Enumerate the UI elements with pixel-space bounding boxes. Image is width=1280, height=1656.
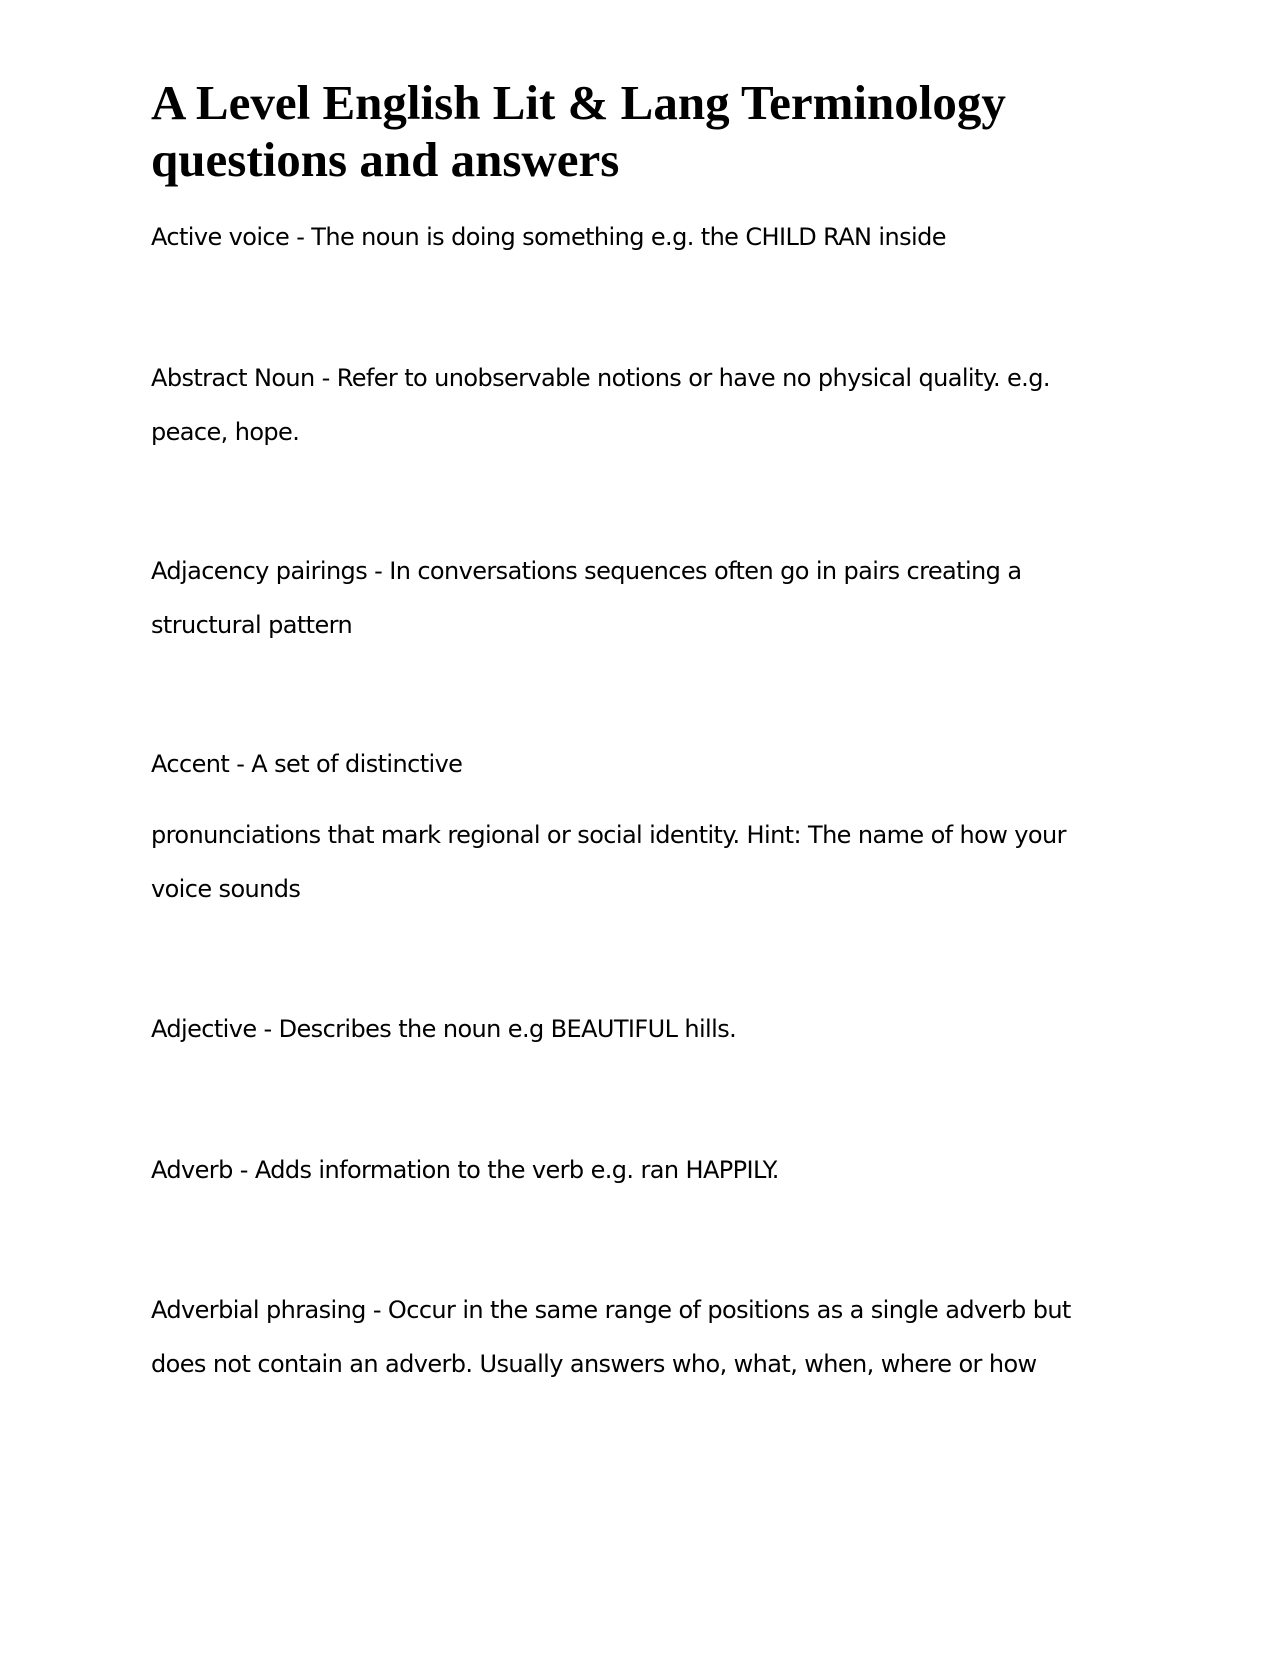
- term-adverbial-phrasing: [151, 1283, 1131, 1391]
- term-line: does not contain an adverb. Usually answers who, what, when, where or how: [151, 1350, 1037, 1378]
- page-title-line-1: A Level English Lit & Lang Terminology: [151, 75, 1006, 130]
- term-accent: [151, 737, 1131, 791]
- page-title-line-2: questions and answers: [151, 132, 620, 187]
- term-line: peace, hope.: [151, 418, 300, 446]
- term-line: structural pattern: [151, 611, 353, 639]
- term-line: pronunciations that mark regional or social identity. Hint: The name of how your: [151, 821, 1066, 849]
- term-line: voice sounds: [151, 875, 301, 903]
- term-line: Adjective - Describes the noun e.g BEAUTIFUL hills.: [151, 1015, 737, 1043]
- term-adjective: [151, 1002, 1131, 1056]
- term-abstract-noun: [151, 351, 1131, 459]
- term-line: Abstract Noun - Refer to unobservable notions or have no physical quality. e.g.: [151, 364, 1050, 392]
- term-active-voice: [151, 210, 1131, 264]
- term-adverb: [151, 1143, 1131, 1197]
- term-line: Active voice - The noun is doing something e.g. the CHILD RAN inside: [151, 223, 946, 251]
- term-line: Adverbial phrasing - Occur in the same range of positions as a single adverb but: [151, 1296, 1071, 1324]
- page-title: [151, 74, 1151, 188]
- term-adjacency-pairings: [151, 544, 1131, 652]
- term-line: Adverb - Adds information to the verb e.g. ran HAPPILY.: [151, 1156, 779, 1184]
- term-line: Accent - A set of distinctive: [151, 750, 463, 778]
- term-accent-continued: [151, 808, 1131, 916]
- term-line: Adjacency pairings - In conversations sequences often go in pairs creating a: [151, 557, 1022, 585]
